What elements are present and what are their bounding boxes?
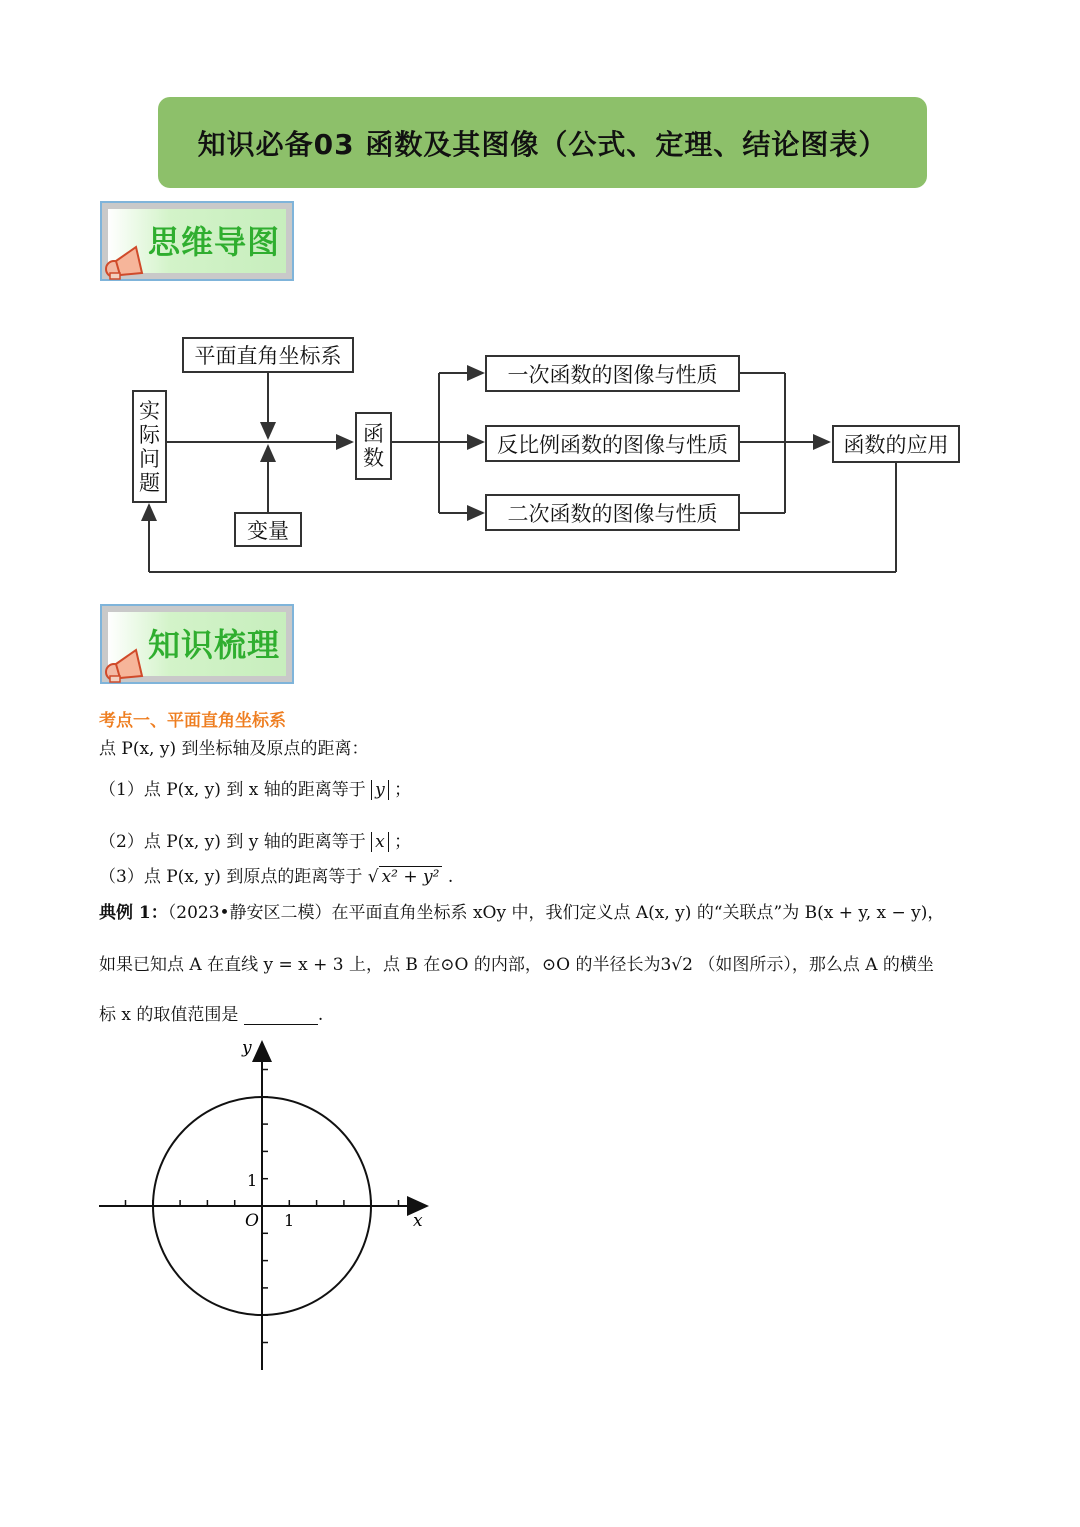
example-line-3: [99, 1000, 323, 1025]
sqrt-symbol: √: [367, 867, 379, 887]
keypoint-item-3: [99, 862, 453, 887]
section-badge-knowledge: [100, 604, 294, 684]
example-label: 典例 1：: [99, 903, 168, 923]
box-linear-function: 一次函数的图像与性质: [485, 355, 740, 392]
origin-label: O: [245, 1211, 259, 1231]
box-quadratic-function: 二次函数的图像与性质: [485, 494, 740, 531]
answer-blank: [244, 1008, 318, 1025]
keypoint-intro: 点 P(x, y) 到坐标轴及原点的距离：: [99, 739, 369, 759]
box-function-char: 函: [363, 422, 384, 446]
y-one-label: 1: [247, 1171, 258, 1190]
item-3-suffix: .: [447, 867, 454, 887]
box-variable: 变量: [234, 512, 302, 547]
box-coordinate-system: 平面直角坐标系: [182, 337, 354, 373]
box-real-problem: [132, 390, 167, 503]
section-badge-label: 知识梳理: [148, 626, 281, 664]
abs-y-value: y: [371, 780, 389, 800]
item-2-suffix: ；: [394, 832, 412, 852]
box-function-application: 函数的应用: [832, 425, 960, 463]
box-real-problem-char: 实: [139, 398, 160, 423]
item-2-text: （2）点 P(x, y) 到 y 轴的距离等于: [99, 832, 366, 852]
box-function: [355, 412, 392, 480]
abs-x-value: x: [371, 832, 389, 852]
box-real-problem-char: 际: [139, 422, 160, 447]
box-real-problem-char: 题: [139, 470, 160, 495]
example-text-3: 标 x 的取值范围是: [99, 1005, 239, 1025]
example-line-2: 如果已知点 A 在直线 y = x + 3 上，点 B 在⊙O 的内部，⊙O 的半径长为3√2 （如图所示），那么点 A 的横坐: [99, 955, 934, 975]
box-function-char: 数: [363, 446, 384, 470]
page-title: 知识必备03 函数及其图像（公式、定理、结论图表）: [158, 97, 927, 188]
keypoint-heading: 考点一、平面直角坐标系: [99, 711, 286, 731]
section-badge-label: 思维导图: [148, 223, 281, 261]
megaphone-icon: [102, 642, 146, 686]
keypoint-item-2: [99, 827, 411, 852]
sqrt-expression: x² + y²: [379, 866, 443, 887]
keypoint-item-1: [99, 775, 411, 800]
example-line-1: [99, 898, 944, 923]
box-inverse-function: 反比例函数的图像与性质: [485, 425, 740, 462]
circle-figure: [95, 1036, 435, 1376]
item-3-text: （3）点 P(x, y) 到原点的距离等于: [99, 867, 363, 887]
box-real-problem-char: 问: [139, 446, 160, 471]
item-1-text: （1）点 P(x, y) 到 x 轴的距离等于: [99, 780, 366, 800]
example-text-1: （2023•静安区二模）在平面直角坐标系 xOy 中，我们定义点 A(x, y) 的“关联点”为 B(x + y, x − y)，: [167, 903, 945, 923]
x-axis-label: x: [413, 1211, 423, 1231]
example-end: .: [317, 1005, 324, 1025]
y-axis-label: y: [242, 1038, 252, 1058]
item-1-suffix: ；: [394, 780, 412, 800]
x-one-label: 1: [284, 1211, 295, 1230]
